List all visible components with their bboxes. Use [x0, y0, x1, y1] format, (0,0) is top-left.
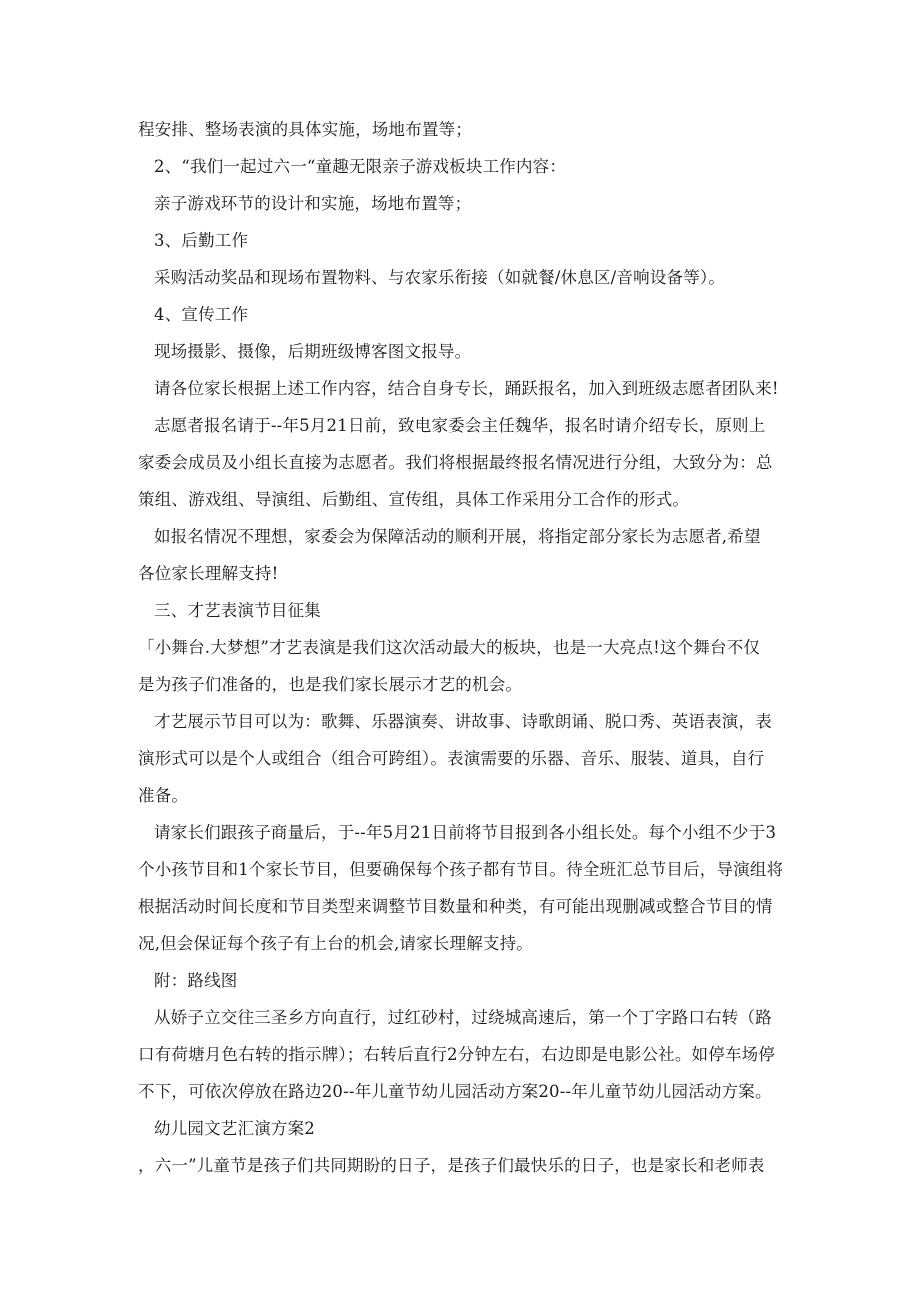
- text-line: 口有荷塘月色右转的指示牌）；右转后直行2分钟左右，右边即是电影公社。如停车场停: [138, 1045, 776, 1064]
- section-heading: 幼儿园文艺汇演方案2: [154, 1119, 315, 1138]
- text-line: 演形式可以是个人或组合（组合可跨组）。表演需要的乐器、音乐、服装、道具，自行: [138, 749, 765, 768]
- section-heading: 附：路线图: [154, 971, 238, 990]
- text-line: 准备。: [138, 786, 189, 805]
- text-line: 不下，可依次停放在路边20--年儿童节幼儿园活动方案20--年儿童节幼儿园活动方案。: [138, 1082, 772, 1101]
- text-line: 请各位家长根据上述工作内容，结合自身专长，踊跃报名，加入到班级志愿者团队来!: [154, 379, 779, 398]
- text-line: 策组、游戏组、导演组、后勤组、宣传组，具体工作采用分工合作的形式。: [138, 490, 690, 509]
- text-line: 从娇子立交往三圣乡方向直行，过红砂村，过绕城高速后，第一个丁字路口右转（路: [154, 1008, 772, 1027]
- text-line: 2、“我们一起过六一“童趣无限亲子游戏板块工作内容：: [154, 157, 567, 176]
- text-line: 现场摄影、摄像，后期班级博客图文报导。: [154, 342, 472, 361]
- text-line: 各位家长理解支持!: [138, 564, 279, 583]
- text-line: ，六一”儿童节是孩子们共同期盼的日子，是孩子们最快乐的日子，也是家长和老师表: [138, 1156, 765, 1175]
- section-heading: 4、宣传工作: [154, 305, 249, 324]
- section-heading: 三、才艺表演节目征集: [154, 601, 321, 620]
- text-line: 才艺展示节目可以为：歌舞、乐器演奏、讲故事、诗歌朗诵、脱口秀、英语表演，表: [154, 712, 772, 731]
- text-line: 家委会成员及小组长直接为志愿者。我们将根据最终报名情况进行分组，大致分为：总: [138, 453, 773, 472]
- text-line: 亲子游戏环节的设计和实施，场地布置等；: [154, 194, 472, 213]
- text-line: 如报名情况不理想，家委会为保障活动的顺利开展，将指定部分家长为志愿者,希望: [154, 527, 761, 546]
- text-line: 「小舞台.大梦想”才艺表演是我们这次活动最大的板块，也是一大亮点!这个舞台不仅: [138, 638, 761, 657]
- text-line: 程安排、整场表演的具体实施，场地布置等；: [138, 120, 472, 139]
- text-line: 是为孩子们准备的，也是我们家长展示才艺的机会。: [138, 675, 523, 694]
- text-line: 个小孩节目和1个家长节目，但要确保每个孩子都有节目。待全班汇总节目后，导演组将: [138, 860, 784, 879]
- section-heading: 3、后勤工作: [154, 231, 249, 250]
- text-line: 志愿者报名请于--年5月21日前，致电家委会主任魏华，报名时请介绍专长，原则上: [154, 416, 766, 435]
- text-line: 况,但会保证每个孩子有上台的机会,请家长理解支持。: [138, 934, 533, 953]
- text-line: 采购活动奖品和现场布置物料、与农家乐衔接（如就餐/休息区/音响设备等）。: [154, 268, 726, 287]
- text-line: 请家长们跟孩子商量后，于--年5月21日前将节目报到各小组长处。每个小组不少于3: [154, 823, 777, 842]
- text-line: 根据活动时间长度和节目类型来调整节目数量和种类，有可能出现删减或整合节目的情: [138, 897, 773, 916]
